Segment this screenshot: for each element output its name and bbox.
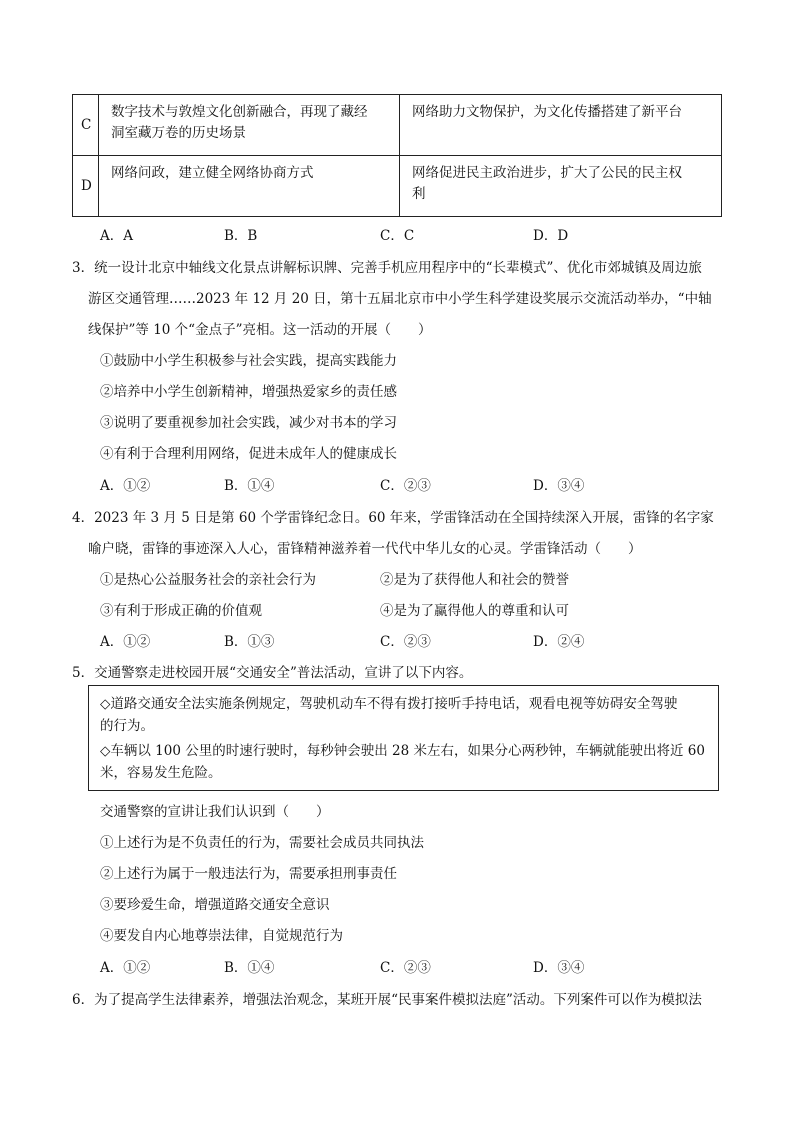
choice-b[interactable]: B．①④ xyxy=(224,960,275,976)
q3-option-item: ①鼓励中小学生积极参与社会实践，提高实践能力 xyxy=(100,353,397,369)
cell-text: 洞室藏万卷的历史场景 xyxy=(111,125,246,141)
q4-option-item: ①是热心公益服务社会的亲社会行为 xyxy=(100,572,316,588)
choice-b[interactable]: B．①③ xyxy=(224,634,275,650)
choice-d[interactable]: D．③④ xyxy=(533,478,585,494)
cell-text: 网络促进民主政治进步，扩大了公民的民主权 xyxy=(412,165,682,181)
choice-c[interactable]: C．C xyxy=(380,228,415,244)
q4-stem-line: 4．2023 年 3 月 5 日是第 60 个学雷锋纪念日。60 年来，学雷锋活动在全国持续深入开展，雷锋的名字家 xyxy=(72,510,714,526)
choice-a[interactable]: A．①② xyxy=(100,634,151,650)
q5-choices xyxy=(100,956,700,976)
quote-box-line: 的行为。 xyxy=(100,718,154,734)
q4-option-item: ③有利于形成正确的价值观 xyxy=(100,603,262,619)
cell-text: 数字技术与敦煌文化创新融合，再现了藏经 xyxy=(111,104,368,120)
quote-box-line: ◇车辆以 100 公里的时速行驶时，每秒钟会驶出 28 米左右，如果分心两秒钟，车辆就能驶出将近 60 xyxy=(100,743,705,759)
quote-box-line: 米，容易发生危险。 xyxy=(100,765,222,781)
q3-stem-line: 线保护”等 10 个“金点子”亮相。这一活动的开展（ ） xyxy=(88,322,432,338)
q4-stem-line: 喻户晓，雷锋的事迹深入人心，雷锋精神滋养着一代代中华儿女的心灵。学雷锋活动（ ） xyxy=(88,541,642,557)
quote-box-line: ◇道路交通安全法实施条例规定，驾驶机动车不得有拨打接听手持电话，观看电视等妨碍安全驾驶 xyxy=(100,696,678,712)
q4-option-item: ④是为了赢得他人的尊重和认可 xyxy=(380,603,569,619)
q3-option-item: ③说明了要重视参加社会实践，减少对书本的学习 xyxy=(100,415,397,431)
table-cell-right xyxy=(400,95,722,156)
q6-stem-line: 6．为了提高学生法律素养，增强法治观念，某班开展“民事案件模拟法庭”活动。下列案件可以作为模拟法 xyxy=(72,992,702,1008)
q3-choices xyxy=(100,474,700,494)
choice-d[interactable]: D．②④ xyxy=(533,634,585,650)
cell-text: 网络问政，建立健全网络协商方式 xyxy=(111,165,314,181)
q5-stem-line: 5．交通警察走进校园开展“交通安全”普法活动，宣讲了以下内容。 xyxy=(72,665,473,681)
table-cell-left xyxy=(99,156,400,217)
choice-b[interactable]: B．①④ xyxy=(224,478,275,494)
choice-d[interactable]: D．③④ xyxy=(533,960,585,976)
choice-c[interactable]: C．②③ xyxy=(380,634,431,650)
q5-option-item: ①上述行为是不负责任的行为，需要社会成员共同执法 xyxy=(100,835,424,851)
q4-option-item: ②是为了获得他人和社会的赞誉 xyxy=(380,572,569,588)
q4-choices xyxy=(100,630,700,650)
q3-stem-line: 游区交通管理……2023 年 12 月 20 日，第十五届北京市中小学生科学建设奖展示交流活动举办，“中轴 xyxy=(88,291,712,307)
choice-a[interactable]: A．A xyxy=(100,228,133,244)
choice-d[interactable]: D．D xyxy=(533,228,569,244)
q5-option-item: ④要发自内心地尊崇法律，自觉规范行为 xyxy=(100,928,343,944)
q2-choices xyxy=(100,224,700,244)
cell-text: 网络助力文物保护，为文化传播搭建了新平台 xyxy=(412,104,682,120)
quote-box xyxy=(88,685,719,791)
q5-option-item: ②上述行为属于一般违法行为，需要承担刑事责任 xyxy=(100,866,397,882)
q3-stem-line: 3．统一设计北京中轴线文化景点讲解标识牌、完善手机应用程序中的“长辈模式”、优化市郊城镇及周边旅 xyxy=(72,260,702,276)
choice-a[interactable]: A．①② xyxy=(100,960,151,976)
choice-b[interactable]: B．B xyxy=(224,228,258,244)
table-cell-left xyxy=(99,95,400,156)
q3-option-item: ②培养中小学生创新精神，增强热爱家乡的责任感 xyxy=(100,384,397,400)
table-row-d xyxy=(73,156,722,217)
table-row-letter: D xyxy=(73,156,99,217)
cell-text: 利 xyxy=(412,186,426,202)
choice-c[interactable]: C．②③ xyxy=(380,478,431,494)
q5-option-item: ③要珍爱生命，增强道路交通安全意识 xyxy=(100,897,330,913)
table-cell-right xyxy=(400,156,722,217)
q3-option-item: ④有利于合理利用网络，促进未成年人的健康成长 xyxy=(100,446,397,462)
choice-c[interactable]: C．②③ xyxy=(380,960,431,976)
table-row-c xyxy=(73,95,722,156)
table-row-letter: C xyxy=(73,95,99,156)
q5-stem-line: 交通警察的宣讲让我们认识到（ ） xyxy=(100,804,330,820)
options-table xyxy=(72,94,722,217)
choice-a[interactable]: A．①② xyxy=(100,478,151,494)
